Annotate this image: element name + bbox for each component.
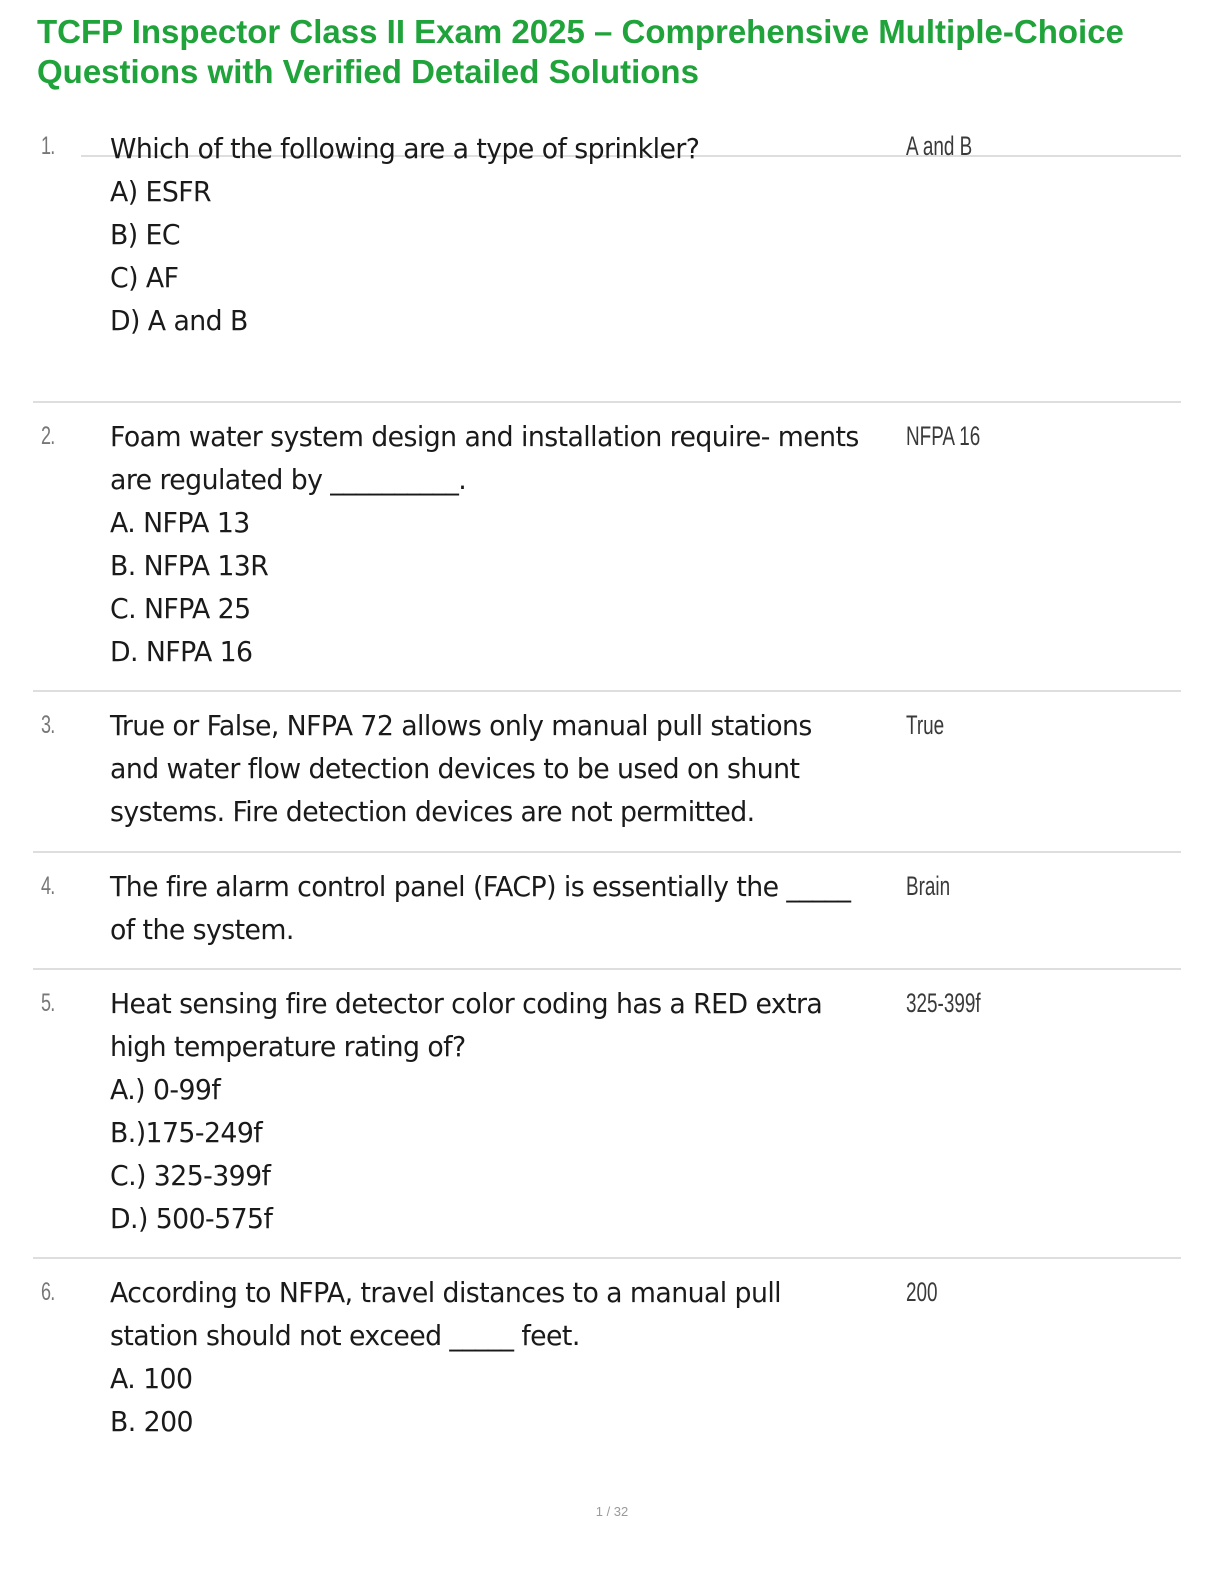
correct-answer: 325-399f (906, 988, 981, 1018)
question-text: According to NFPA, travel distances to a manual pull station should not exceed _____ feet. (110, 1276, 782, 1352)
answer-option: D) A and B (110, 304, 248, 337)
question-body (110, 982, 864, 1240)
question-text: The fire alarm control panel (FACP) is essentially the _____ of the system. (110, 870, 851, 946)
answer-option: B.)175-249f (110, 1116, 263, 1149)
question-divider (33, 851, 1181, 853)
question-number: 6. (41, 1278, 55, 1306)
correct-answer: True (906, 710, 945, 740)
question-divider (33, 690, 1181, 692)
answer-option: B. NFPA 13R (110, 549, 269, 582)
correct-answer: NFPA 16 (906, 421, 981, 451)
question-body (110, 127, 864, 342)
answer-option: B. 200 (110, 1405, 193, 1438)
question-number: 5. (41, 989, 55, 1017)
correct-answer: Brain (906, 871, 951, 901)
question-text: True or False, NFPA 72 allows only manual pull stations and water flow detection devices to be used on shunt systems. Fire detection devices are not permitted. (110, 709, 812, 828)
question-number: 2. (41, 422, 55, 450)
answer-option: D.) 500-575f (110, 1202, 273, 1235)
correct-answer: A and B (906, 131, 973, 161)
answer-option: A. NFPA 13 (110, 506, 250, 539)
question-number: 4. (41, 872, 55, 900)
question-body (110, 865, 864, 951)
question-text: Foam water system design and installation require- ments are regulated by __________. (110, 420, 859, 496)
question-body (110, 1271, 864, 1443)
answer-option: C.) 325-399f (110, 1159, 271, 1192)
document-title: TCFP Inspector Class II Exam 2025 – Comprehensive Multiple-Choice Questions with Verified Detailed Solutions (37, 13, 1124, 90)
question-number: 3. (41, 711, 55, 739)
question-text: Which of the following are a type of sprinkler? (110, 132, 700, 165)
answer-option: C. NFPA 25 (110, 592, 251, 625)
question-divider (33, 1257, 1181, 1259)
answer-option: A) ESFR (110, 175, 212, 208)
question-divider (33, 968, 1181, 970)
question-divider (33, 401, 1181, 403)
answer-option: C) AF (110, 261, 179, 294)
question-number: 1. (41, 132, 55, 160)
answer-option: A.) 0-99f (110, 1073, 221, 1106)
question-body (110, 704, 864, 833)
question-text: Heat sensing fire detector color coding has a RED extra high temperature rating of? (110, 987, 823, 1063)
question-body (110, 415, 864, 673)
answer-option: B) EC (110, 218, 180, 251)
correct-answer: 200 (906, 1277, 938, 1307)
answer-option: A. 100 (110, 1362, 193, 1395)
answer-option: D. NFPA 16 (110, 635, 253, 668)
page-indicator: 1 / 32 (595, 1504, 629, 1519)
